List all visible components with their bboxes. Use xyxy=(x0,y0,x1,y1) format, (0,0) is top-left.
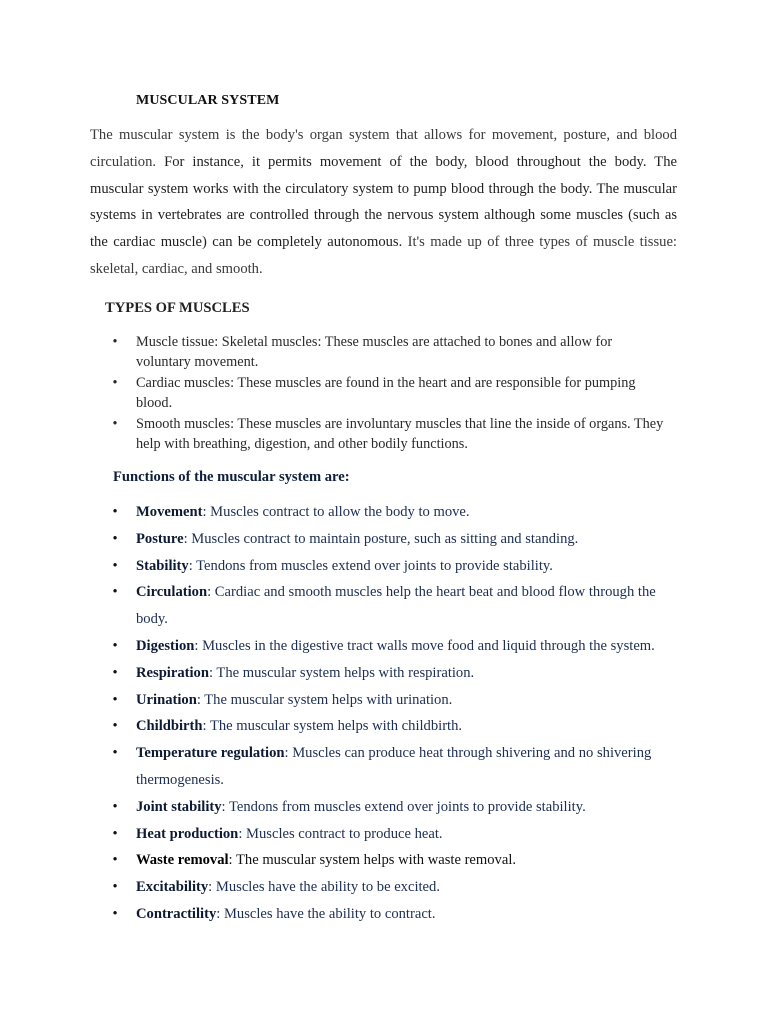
page-title: MUSCULAR SYSTEM xyxy=(136,93,280,108)
function-term: Waste removal xyxy=(136,852,229,869)
list-item xyxy=(108,660,680,687)
function-description: : The muscular system helps with waste removal. xyxy=(228,852,517,869)
function-term: Joint stability xyxy=(136,798,222,815)
bullet-icon: • xyxy=(112,334,118,350)
intro-paragraph xyxy=(90,122,677,283)
bullet-icon: • xyxy=(112,825,118,842)
bullet-icon: • xyxy=(112,415,118,432)
function-term: Respiration xyxy=(136,664,209,681)
function-description: : The muscular system helps with childbirth. xyxy=(202,718,463,735)
list-item xyxy=(108,713,680,740)
list-item xyxy=(108,579,680,633)
list-item xyxy=(108,821,680,848)
bullet-icon: • xyxy=(112,691,118,708)
functions-heading: Functions of the muscular system are: xyxy=(113,469,350,485)
list-item xyxy=(108,874,680,901)
bullet-icon: • xyxy=(112,504,118,520)
function-description: : Muscles contract to produce heat. xyxy=(238,825,443,842)
function-term: Posture xyxy=(136,530,184,547)
types-list xyxy=(108,332,668,454)
function-term: Stability xyxy=(136,557,189,574)
function-description: : Cardiac and smooth muscles help the heart beat and blood flow through the body. xyxy=(136,584,656,628)
bullet-icon: • xyxy=(112,798,118,815)
bullet-icon: • xyxy=(112,664,118,681)
function-description: : The muscular system helps with respiration. xyxy=(208,664,475,681)
list-item-text: Muscle tissue: Skeletal muscles: These muscles are attached to bones and allow for voluntary movement. xyxy=(136,334,613,371)
function-term: Childbirth xyxy=(136,718,203,735)
bullet-icon: • xyxy=(112,557,118,574)
list-item xyxy=(108,794,680,821)
function-term: Heat production xyxy=(136,825,239,842)
function-term: Contractility xyxy=(136,905,217,922)
intro-sentence-2: For instance, it permits movement of the body, blood throughout the body. The muscular system works with the circulatory system to pump blood through the body. The muscular systems in vertebrates are controlled through the nervous system although some muscles (such as the cardiac muscle) can be completely autonomous. xyxy=(90,153,677,251)
list-item xyxy=(108,499,680,526)
bullet-icon: • xyxy=(112,905,118,922)
function-description: : Muscles have the ability to contract. xyxy=(216,905,436,922)
function-description: : Muscles contract to allow the body to move. xyxy=(202,504,470,520)
bullet-icon: • xyxy=(112,584,118,601)
list-item xyxy=(108,553,680,580)
list-item xyxy=(108,373,668,414)
list-item xyxy=(108,633,680,660)
bullet-icon: • xyxy=(112,718,118,735)
list-item xyxy=(108,687,680,714)
function-term: Circulation xyxy=(136,584,208,601)
list-item xyxy=(108,740,680,794)
function-term: Urination xyxy=(136,691,197,708)
list-item-text: Cardiac muscles: These muscles are found in the heart and are responsible for pumping blood. xyxy=(136,374,636,412)
function-description: : Muscles have the ability to be excited. xyxy=(208,879,440,896)
function-term: Excitability xyxy=(136,879,209,896)
bullet-icon: • xyxy=(112,530,118,547)
bullet-icon: • xyxy=(112,374,118,391)
list-item xyxy=(108,332,668,373)
intro-sentence-1: The muscular system is the body's organ system that allows for movement, posture, and blood circulation. xyxy=(90,127,677,170)
types-heading: TYPES OF MUSCLES xyxy=(105,300,250,316)
bullet-icon: • xyxy=(112,637,118,654)
list-item-text: Smooth muscles: These muscles are involuntary muscles that line the inside of organs. They help with breathing, digestion, and other bodily functions. xyxy=(136,415,664,453)
function-term: Movement xyxy=(136,504,203,520)
bullet-icon: • xyxy=(112,879,118,896)
list-item xyxy=(108,847,680,874)
functions-list xyxy=(108,499,680,928)
bullet-icon: • xyxy=(112,745,118,762)
function-description: : Muscles in the digestive tract walls move food and liquid through the system. xyxy=(194,637,655,654)
function-description: : Muscles contract to maintain posture, such as sitting and standing. xyxy=(183,530,579,547)
list-item xyxy=(108,901,680,928)
bullet-icon: • xyxy=(112,852,118,869)
function-description: : The muscular system helps with urination. xyxy=(196,691,453,708)
function-term: Temperature regulation xyxy=(136,745,285,762)
function-description: : Tendons from muscles extend over joints to provide stability. xyxy=(188,557,553,574)
list-item xyxy=(108,526,680,553)
list-item xyxy=(108,414,668,455)
function-description: : Tendons from muscles extend over joints to provide stability. xyxy=(221,798,586,815)
intro-sentence-3: It's made up of three types of muscle tissue: skeletal, cardiac, and smooth. xyxy=(90,234,677,277)
function-term: Digestion xyxy=(136,637,195,654)
function-description: : Muscles can produce heat through shivering and no shivering thermogenesis. xyxy=(136,745,652,788)
